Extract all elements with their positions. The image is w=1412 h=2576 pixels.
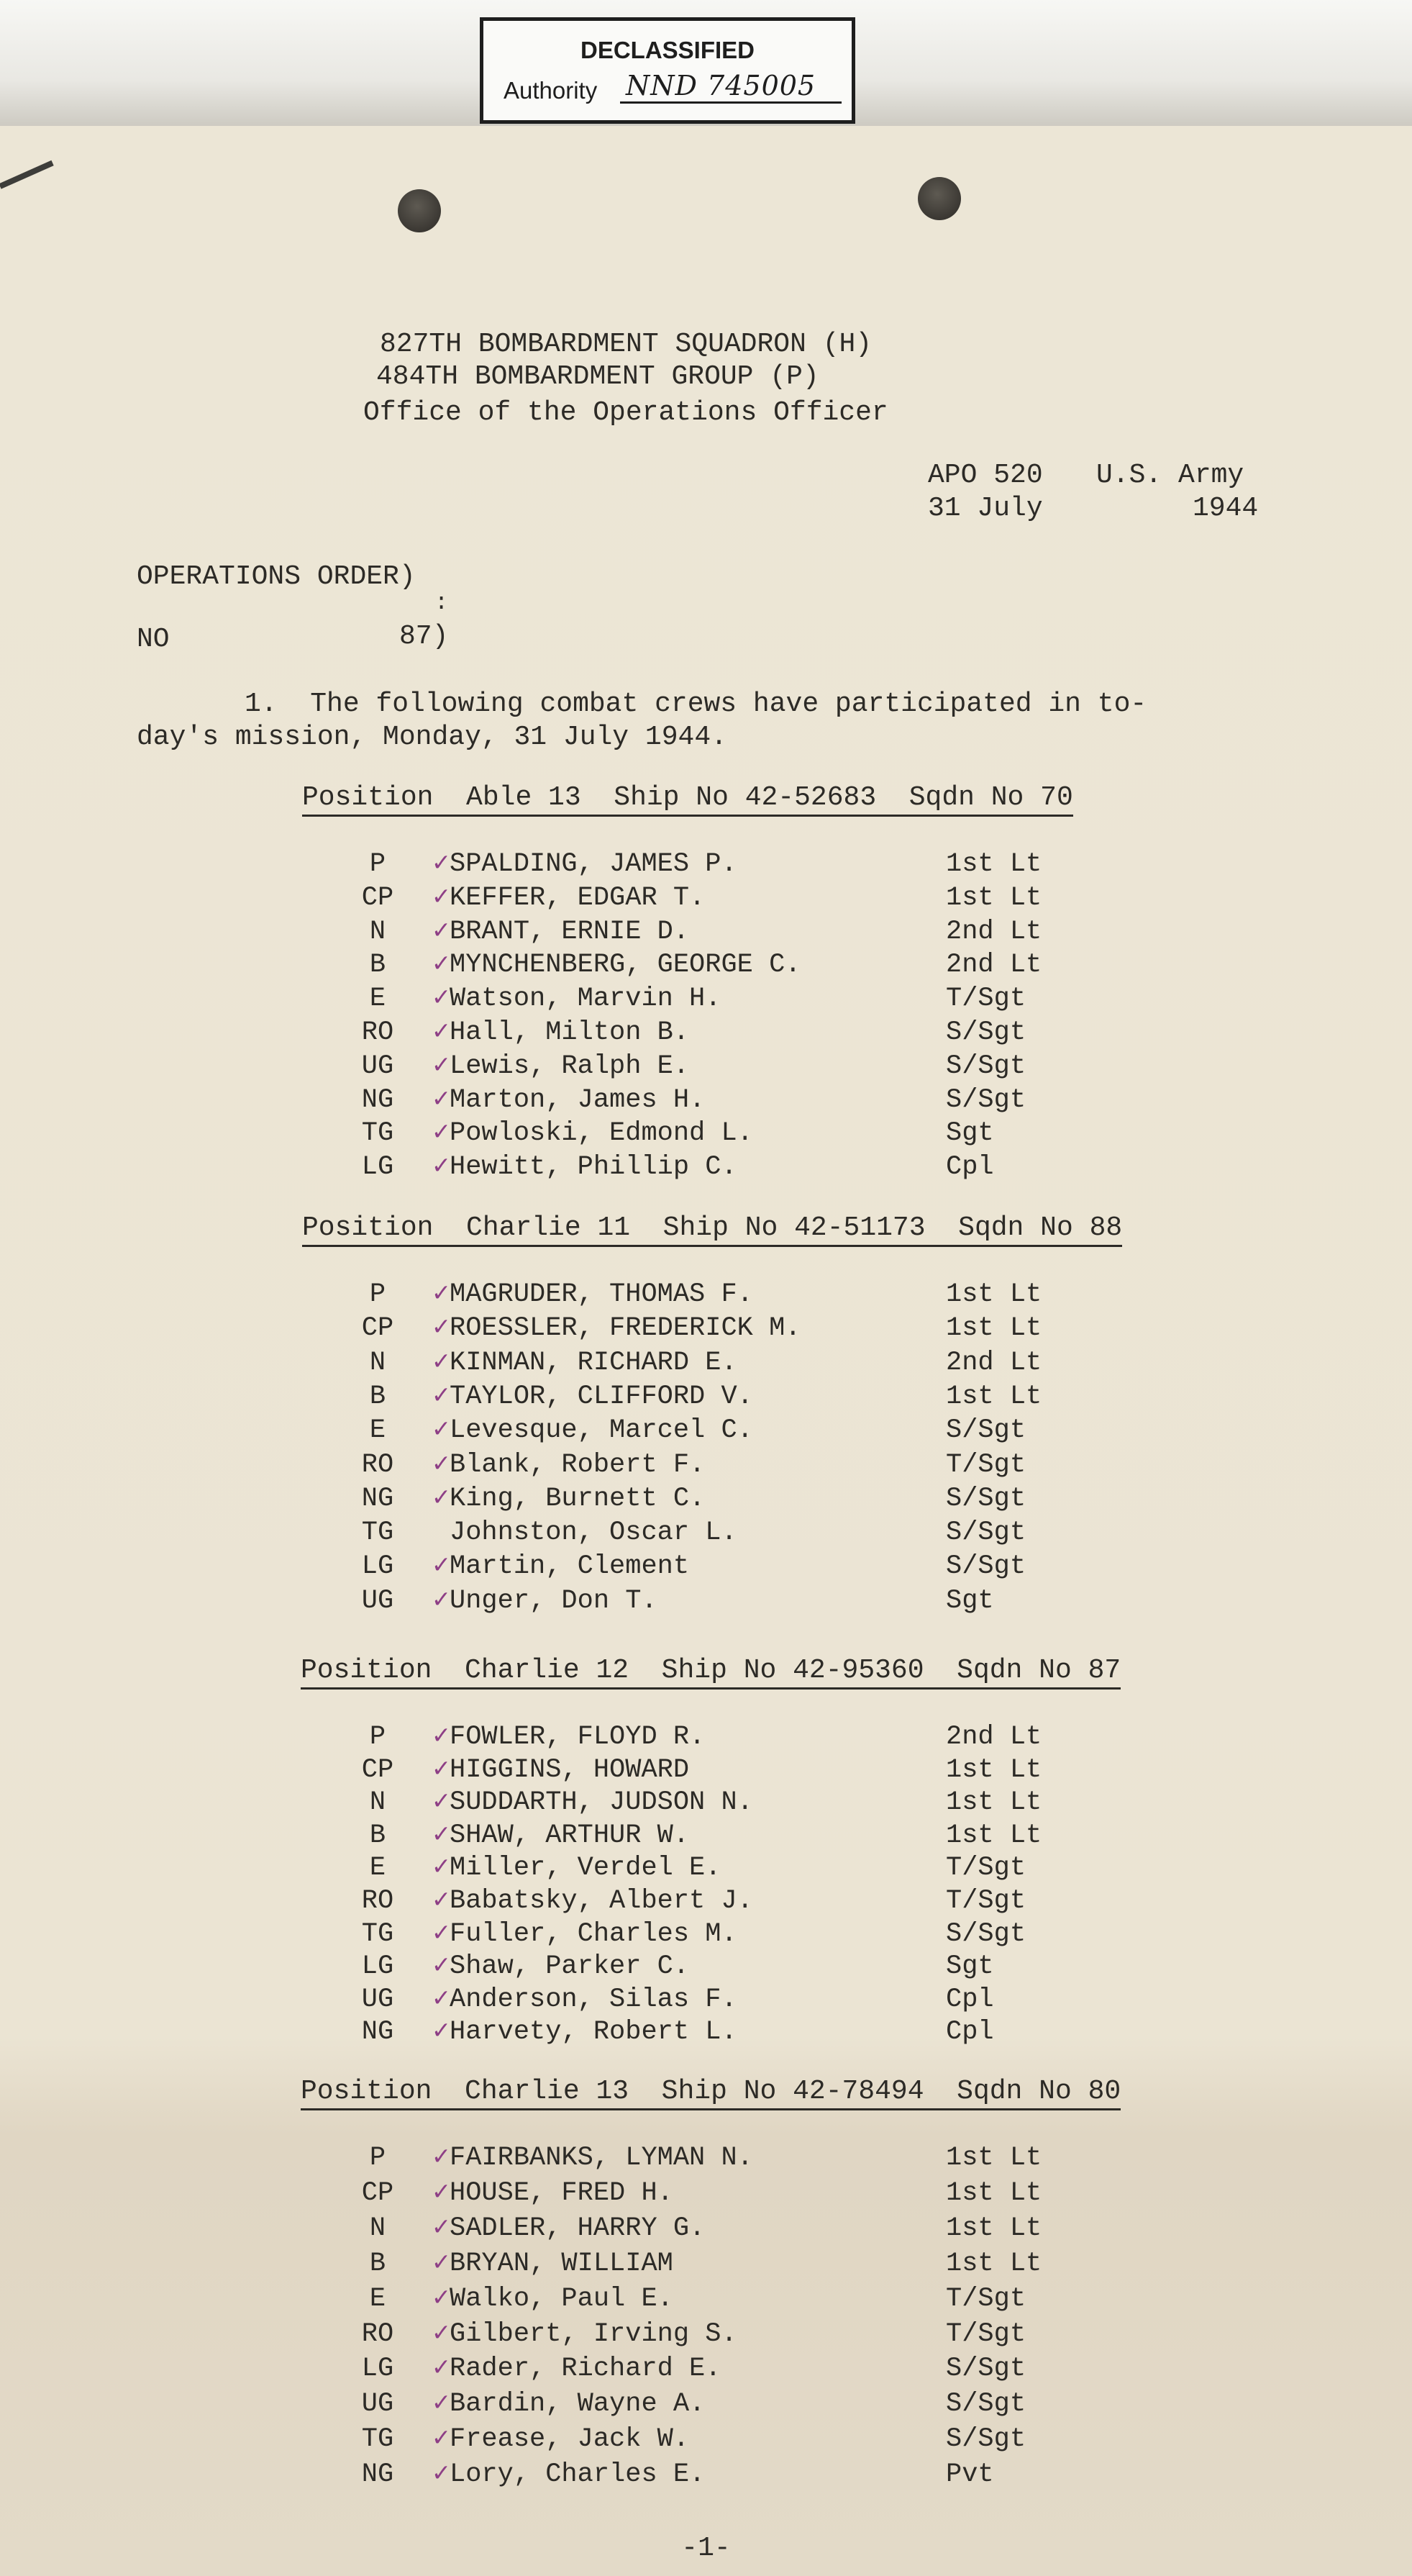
crew-name: Powloski, Edmond L. xyxy=(450,1118,753,1149)
crew-position: N xyxy=(369,1787,386,1818)
crew-name: TAYLOR, CLIFFORD V. xyxy=(450,1381,753,1412)
crew-name: Babatsky, Albert J. xyxy=(450,1886,753,1916)
crew-position: LG xyxy=(361,1551,394,1582)
crew-rank: S/Sgt xyxy=(946,1017,1026,1048)
paragraph-line-1: 1. The following combat crews have participated in to- xyxy=(245,689,1147,720)
declassified-stamp xyxy=(480,17,855,124)
crew-rank: S/Sgt xyxy=(946,1483,1026,1514)
crew-position: RO xyxy=(361,1449,394,1480)
check-mark-icon: ✓ xyxy=(433,1853,450,1884)
crew-position: UG xyxy=(361,1051,394,1081)
crew-rank: 1st Lt xyxy=(946,2213,1042,2244)
stamp-authority-value: NND 745005 xyxy=(620,70,842,104)
office-line: Office of the Operations Officer xyxy=(363,397,888,428)
crew-position: NG xyxy=(361,1084,394,1115)
crew-rank: 1st Lt xyxy=(946,1279,1042,1310)
crew-rank: T/Sgt xyxy=(946,1853,1026,1884)
crew-name: Miller, Verdel E. xyxy=(450,1853,721,1884)
check-mark-icon: ✓ xyxy=(433,1787,450,1818)
crew-position: NG xyxy=(361,2459,394,2490)
check-mark-icon: ✓ xyxy=(433,1084,450,1115)
crew-position: UG xyxy=(361,1585,394,1616)
crew-position: LG xyxy=(361,2354,394,2385)
crew-position: RO xyxy=(361,1017,394,1048)
crew-name: Marton, James H. xyxy=(450,1084,706,1115)
check-mark-icon: ✓ xyxy=(433,1984,450,2015)
crew-position: N xyxy=(369,916,386,947)
page-number: -1- xyxy=(681,2533,731,2564)
crew-position: NG xyxy=(361,2017,394,2048)
crew-name: FOWLER, FLOYD R. xyxy=(450,1722,706,1752)
check-mark-icon: ✓ xyxy=(433,1886,450,1916)
crew-rank: Cpl xyxy=(946,2017,994,2048)
crew-rank: T/Sgt xyxy=(946,2283,1026,2314)
check-mark-icon: ✓ xyxy=(433,984,450,1015)
crew-position: CP xyxy=(361,1754,394,1785)
check-mark-icon: ✓ xyxy=(433,1415,450,1446)
crew-position: UG xyxy=(361,1984,394,2015)
crew-rank: 1st Lt xyxy=(946,1787,1042,1818)
check-mark-icon: ✓ xyxy=(433,1951,450,1982)
crew-name: KINMAN, RICHARD E. xyxy=(450,1347,737,1378)
crew-heading: Position Charlie 13 Ship No 42-78494 Sqdn No 80 xyxy=(301,2078,1121,2110)
crew-position: TG xyxy=(361,1518,394,1548)
crew-position: LG xyxy=(361,1951,394,1982)
crew-rank: T/Sgt xyxy=(946,1449,1026,1480)
check-mark-icon: ✓ xyxy=(433,1381,450,1412)
crew-name: Unger, Don T. xyxy=(450,1585,657,1616)
crew-name: Rader, Richard E. xyxy=(450,2354,721,2385)
check-mark-icon: ✓ xyxy=(433,950,450,981)
crew-rank: Sgt xyxy=(946,1118,994,1149)
crew-name: MAGRUDER, THOMAS F. xyxy=(450,1279,753,1310)
check-mark-icon: ✓ xyxy=(433,882,450,913)
crew-name: Levesque, Marcel C. xyxy=(450,1415,753,1446)
crew-name: King, Burnett C. xyxy=(450,1483,706,1514)
crew-position: TG xyxy=(361,1118,394,1149)
crew-rank: Cpl xyxy=(946,1152,994,1183)
crew-name: Johnston, Oscar L. xyxy=(450,1518,737,1548)
crew-name: Anderson, Silas F. xyxy=(450,1984,737,2015)
crew-name: KEFFER, EDGAR T. xyxy=(450,882,706,913)
check-mark-icon: ✓ xyxy=(433,1918,450,1949)
crew-position: LG xyxy=(361,1152,394,1183)
crew-rank: Sgt xyxy=(946,1951,994,1982)
crew-rank: 1st Lt xyxy=(946,1754,1042,1785)
crew-position: CP xyxy=(361,2177,394,2208)
check-mark-icon: ✓ xyxy=(433,1313,450,1344)
crew-position: TG xyxy=(361,1918,394,1949)
crew-name: Lewis, Ralph E. xyxy=(450,1051,690,1081)
crew-rank: 1st Lt xyxy=(946,882,1042,913)
crew-name: Walko, Paul E. xyxy=(450,2283,673,2314)
crew-name: SHAW, ARTHUR W. xyxy=(450,1820,690,1851)
crew-position: RO xyxy=(361,2318,394,2349)
crew-rank: 2nd Lt xyxy=(946,916,1042,947)
crew-heading: Position Charlie 11 Ship No 42-51173 Sqdn No 88 xyxy=(302,1215,1122,1247)
check-mark-icon: ✓ xyxy=(433,849,450,879)
crew-rank: 1st Lt xyxy=(946,2248,1042,2279)
crew-name: Gilbert, Irving S. xyxy=(450,2318,737,2349)
crew-name: ROESSLER, FREDERICK M. xyxy=(450,1313,801,1344)
punch-hole-right xyxy=(918,177,961,220)
crew-rank: S/Sgt xyxy=(946,1918,1026,1949)
crew-rank: S/Sgt xyxy=(946,1051,1026,1081)
crew-name: SUDDARTH, JUDSON N. xyxy=(450,1787,753,1818)
crew-rank: 1st Lt xyxy=(946,1381,1042,1412)
check-mark-icon: ✓ xyxy=(433,2017,450,2048)
crew-rank: 1st Lt xyxy=(946,849,1042,879)
crew-position: RO xyxy=(361,1886,394,1916)
crew-position: E xyxy=(369,984,386,1015)
check-mark-icon: ✓ xyxy=(433,1449,450,1480)
crew-name: BRYAN, WILLIAM xyxy=(450,2248,673,2279)
crew-name: Frease, Jack W. xyxy=(450,2424,690,2455)
check-mark-icon: ✓ xyxy=(433,2318,450,2349)
crew-position: B xyxy=(369,2248,386,2279)
crew-position: NG xyxy=(361,1483,394,1514)
check-mark-icon: ✓ xyxy=(433,1585,450,1616)
crew-name: Shaw, Parker C. xyxy=(450,1951,690,1982)
check-mark-icon: ✓ xyxy=(433,2283,450,2314)
check-mark-icon: ✓ xyxy=(433,1152,450,1183)
crew-position: E xyxy=(369,2283,386,2314)
crew-name: Lory, Charles E. xyxy=(450,2459,706,2490)
check-mark-icon: ✓ xyxy=(433,1551,450,1582)
check-mark-icon: ✓ xyxy=(433,2354,450,2385)
army-label: U.S. Army xyxy=(1096,460,1244,491)
check-mark-icon: ✓ xyxy=(433,1017,450,1048)
crew-rank: 2nd Lt xyxy=(946,1347,1042,1378)
order-colon: : xyxy=(434,589,449,616)
check-mark-icon: ✓ xyxy=(433,2248,450,2279)
crew-rank: Cpl xyxy=(946,1984,994,2015)
paragraph-line-2: day's mission, Monday, 31 July 1944. xyxy=(137,722,727,753)
check-mark-icon: ✓ xyxy=(433,1051,450,1081)
check-mark-icon: ✓ xyxy=(433,2143,450,2173)
crew-position: UG xyxy=(361,2389,394,2420)
crew-rank: T/Sgt xyxy=(946,2318,1026,2349)
crew-rank: S/Sgt xyxy=(946,2424,1026,2455)
crew-name: SADLER, HARRY G. xyxy=(450,2213,706,2244)
crew-name: SPALDING, JAMES P. xyxy=(450,849,737,879)
crew-name: MYNCHENBERG, GEORGE C. xyxy=(450,950,801,981)
crew-name: Hall, Milton B. xyxy=(450,1017,690,1048)
order-number-value: 87) xyxy=(399,621,449,652)
crew-rank: 1st Lt xyxy=(946,2177,1042,2208)
apo-number: APO 520 xyxy=(928,460,1043,491)
crew-rank: 1st Lt xyxy=(946,1820,1042,1851)
crew-rank: Pvt xyxy=(946,2459,994,2490)
crew-position: B xyxy=(369,1820,386,1851)
check-mark-icon: ✓ xyxy=(433,1722,450,1752)
check-mark-icon: ✓ xyxy=(433,1483,450,1514)
crew-rank: Sgt xyxy=(946,1585,994,1616)
order-number-label: NO xyxy=(137,624,170,655)
crew-rank: 1st Lt xyxy=(946,2143,1042,2173)
check-mark-icon: ✓ xyxy=(433,2389,450,2420)
crew-rank: S/Sgt xyxy=(946,1551,1026,1582)
crew-rank: S/Sgt xyxy=(946,2354,1026,2385)
unit-line-1: 827TH BOMBARDMENT SQUADRON (H) xyxy=(380,329,873,360)
crew-position: N xyxy=(369,1347,386,1378)
date-day: 31 July xyxy=(928,493,1043,524)
crew-name: Fuller, Charles M. xyxy=(450,1918,737,1949)
crew-rank: S/Sgt xyxy=(946,1084,1026,1115)
crew-name: FAIRBANKS, LYMAN N. xyxy=(450,2143,753,2173)
check-mark-icon: ✓ xyxy=(433,2177,450,2208)
crew-rank: S/Sgt xyxy=(946,1518,1026,1548)
crew-name: Bardin, Wayne A. xyxy=(450,2389,706,2420)
operations-order-label: OPERATIONS ORDER) xyxy=(137,561,416,592)
crew-position: P xyxy=(369,1279,386,1310)
crew-rank: T/Sgt xyxy=(946,1886,1026,1916)
check-mark-icon: ✓ xyxy=(433,2213,450,2244)
crew-position: E xyxy=(369,1415,386,1446)
crew-position: P xyxy=(369,849,386,879)
crew-position: P xyxy=(369,2143,386,2173)
check-mark-icon: ✓ xyxy=(433,2424,450,2455)
check-mark-icon: ✓ xyxy=(433,1347,450,1378)
crew-position: B xyxy=(369,950,386,981)
crew-name: HOUSE, FRED H. xyxy=(450,2177,673,2208)
check-mark-icon: ✓ xyxy=(433,1279,450,1310)
stamp-title: DECLASSIFIED xyxy=(580,37,755,63)
crew-name: Martin, Clement xyxy=(450,1551,690,1582)
check-mark-icon: ✓ xyxy=(433,1754,450,1785)
crew-name: Watson, Marvin H. xyxy=(450,984,721,1015)
crew-rank: 1st Lt xyxy=(946,1313,1042,1344)
crew-rank: 2nd Lt xyxy=(946,1722,1042,1752)
crew-position: N xyxy=(369,2213,386,2244)
crew-position: E xyxy=(369,1853,386,1884)
date-year: 1944 xyxy=(1193,493,1259,524)
check-mark-icon: ✓ xyxy=(433,1118,450,1149)
crew-name: HIGGINS, HOWARD xyxy=(450,1754,690,1785)
crew-name: Harvety, Robert L. xyxy=(450,2017,737,2048)
crew-rank: T/Sgt xyxy=(946,984,1026,1015)
unit-line-2: 484TH BOMBARDMENT GROUP (P) xyxy=(376,361,819,392)
crew-position: CP xyxy=(361,882,394,913)
check-mark-icon: ✓ xyxy=(433,916,450,947)
crew-name: Hewitt, Phillip C. xyxy=(450,1152,737,1183)
stamp-authority-label: Authority xyxy=(504,77,598,104)
check-mark-icon: ✓ xyxy=(433,1820,450,1851)
punch-hole-left xyxy=(398,189,441,232)
crew-rank: 2nd Lt xyxy=(946,950,1042,981)
crew-position: TG xyxy=(361,2424,394,2455)
crew-heading: Position Charlie 12 Ship No 42-95360 Sqdn No 87 xyxy=(301,1657,1121,1690)
crew-position: P xyxy=(369,1722,386,1752)
crew-name: BRANT, ERNIE D. xyxy=(450,916,690,947)
crew-position: CP xyxy=(361,1313,394,1344)
crew-position: B xyxy=(369,1381,386,1412)
crew-rank: S/Sgt xyxy=(946,1415,1026,1446)
crew-heading: Position Able 13 Ship No 42-52683 Sqdn No 70 xyxy=(302,784,1073,817)
check-mark-icon: ✓ xyxy=(433,2459,450,2490)
crew-name: Blank, Robert F. xyxy=(450,1449,706,1480)
crew-rank: S/Sgt xyxy=(946,2389,1026,2420)
